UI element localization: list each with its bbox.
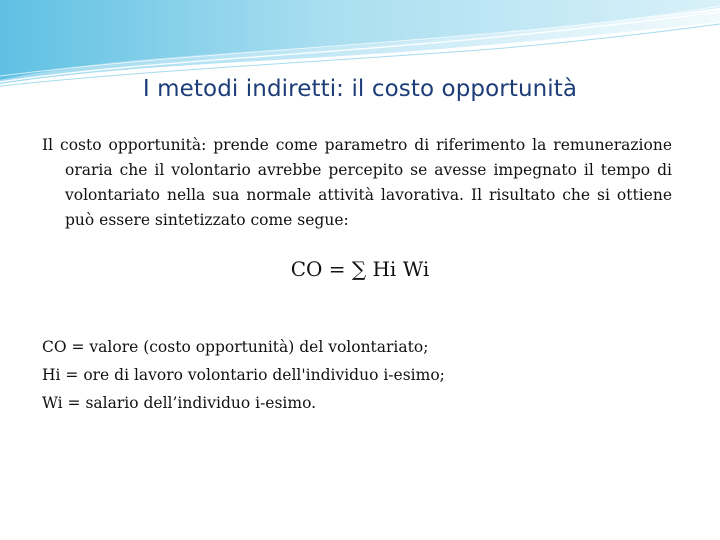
definition-wi: Wi = salario dell’individuo i-esimo. bbox=[42, 394, 317, 412]
formula: CO = ∑ Hi Wi bbox=[290, 257, 430, 281]
slide-title: I metodi indiretti: il costo opportunità bbox=[142, 76, 578, 102]
body-text bbox=[42, 133, 672, 233]
definition-co: CO = valore (costo opportunità) del volontariato; bbox=[42, 338, 429, 356]
definitions-list bbox=[42, 333, 682, 417]
intro-paragraph: Il costo opportunità: prende come parametro di riferimento la remunerazione oraria che il volontario avrebbe percepito se avesse impegnato il tempo di volontariato nella sua normale attività lavorativa. Il risultato che si ottiene può essere sintetizzato come segue: bbox=[42, 136, 672, 229]
definition-hi: Hi = ore di lavoro volontario dell'individuo i-esimo; bbox=[42, 366, 445, 384]
